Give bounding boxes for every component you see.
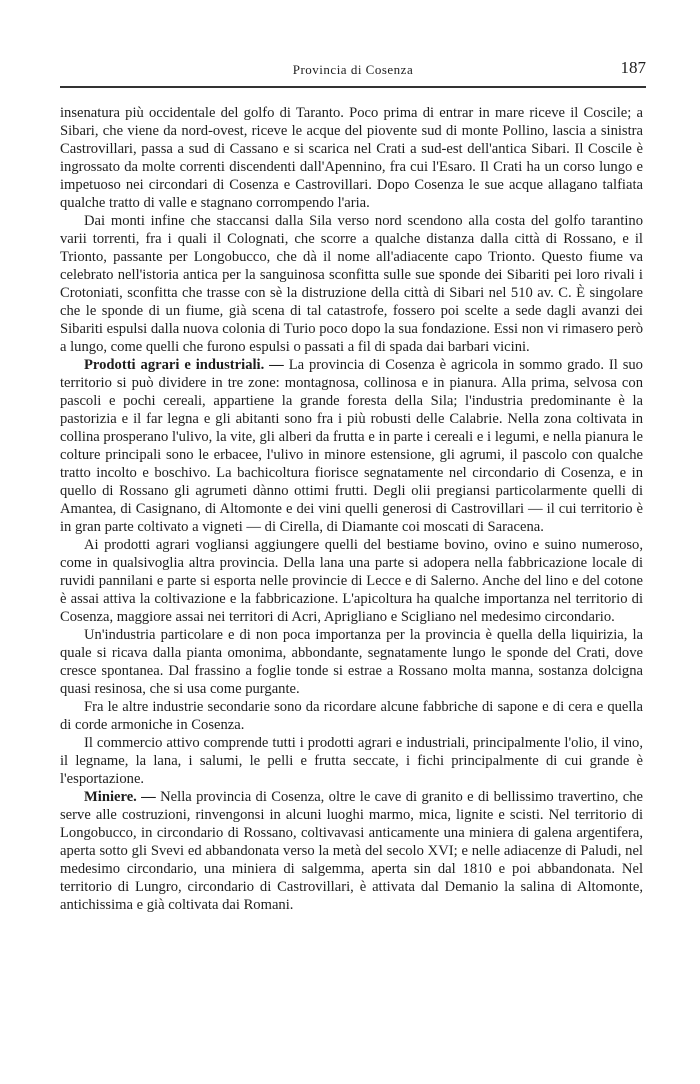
paragraph-8 bbox=[60, 788, 643, 914]
body-text bbox=[60, 104, 643, 914]
paragraph-text: Il commercio attivo comprende tutti i prodotti agrari e industriali, principalmente l'olio, il vino, il legname, la lana, i salumi, le pelli e frutta seccate, i fichi principalmente di cui grande è l'esportazione. bbox=[60, 735, 643, 787]
page-number: 187 bbox=[620, 58, 646, 77]
paragraph-text: Nella provincia di Cosenza, oltre le cave di granito e di bellissimo travertino, che serve alle costruzioni, rinvengonsi in alcuni luoghi marmo, mica, lignite e scisti. Nel territorio di Longobucco, in circondario di Rossano, coltivavasi anticamente una miniera di galena argentifera, aperta sotto gli Svevi ed abbandonata verso la metà del secolo XVI; e nelle adiacenze di Paludi, nel medesimo circondario, una miniera di salgemma, aperta sin dal 1810 e poi abbandonata. Nel territorio di Lungro, circondario di Castrovillari, è attivata dal Demanio la salina di Altomonte, antichissima e già coltivata dai Romani. bbox=[60, 789, 643, 913]
section-heading-prodotti: Prodotti agrari e industriali. — bbox=[84, 357, 284, 373]
section-heading-miniere: Miniere. — bbox=[84, 789, 156, 805]
paragraph-text: Un'industria particolare e di non poca importanza per la provincia è quella della liquirizia, la quale si ricava dalla pianta omonima, abbondante, segnatamente lungo le sponde del Crati, dove cresce spontanea. Dal frassino a foglie tonde si estrae a Rossano molta manna, sostanza dolcigna quasi resinosa, che si usa come purgante. bbox=[60, 627, 643, 697]
paragraph-text: Dai monti infine che staccansi dalla Sila verso nord scendono alla costa del golfo tarantino varii torrenti, fra i quali il Colognati, che scorre a qualche distanza dalla città di Rossano, e il Trionto, passante per Longobucco, che dà il nome all'adiacente capo Trionto. Questo fiume va celebrato nell'istoria antica per la sanguinosa sconfitta sulle sue sponde dei Sibariti pei loro rivali i Crotoniati, sconfitta che trasse con sè la distruzione della città di Sibari nel 510 av. C. È singolare che le sponde di un fiume, già scena di tal catastrofe, fossero poi scelte a sede dagli avanzi dei Sibariti espulsi dalla nuova colonia di Turio poco dopo la sua fondazione. Essi non vi rimasero però a lungo, come quelli che furono espulsi o passati a fil di spada dai barbari vicini. bbox=[60, 213, 643, 355]
running-header bbox=[60, 58, 646, 84]
paragraph-3 bbox=[60, 356, 643, 536]
paragraph-text: Ai prodotti agrari vogliansi aggiungere quelli del bestiame bovino, ovino e suino numeroso, come in qualsivoglia altra provincia. Della lana una parte si adopera nella fabbricazione locale di ruvidi pannilani e parte si esporta nelle provincie di Lecce e di Salerno. Anche del lino e del cotone è assai attiva la coltivazione e la fabbricazione. L'apicoltura ha qualche importanza nel territorio di Cosenza, maggiore assai nei territori di Acri, Aprigliano e Scigliano nel medesimo circondario. bbox=[60, 537, 643, 625]
paragraph-4 bbox=[60, 536, 643, 626]
paragraph-text: insenatura più occidentale del golfo di Taranto. Poco prima di entrar in mare riceve il Coscile; a Sibari, che viene da nord-ovest, riceve le acque del piovente sud di monte Pollino, lascia a sinistra Castrovillari, passa a sud di Cassano e si scarica nel Crati a sud-est dell'antica Sibari. Il Coscile è ingrossato da molte correnti discendenti dall'Apennino, fra cui l'Esaro. Il Crati ha un corso lungo e impetuoso nei circondari di Cosenza e Castrovillari. Dopo Cosenza le sue acque allagano talfiata qualche tratto di valle e stagnano corrompendo l'aria. bbox=[60, 105, 643, 211]
paragraph-text: Fra le altre industrie secondarie sono da ricordare alcune fabbriche di sapone e di cera e quella di corde armoniche in Cosenza. bbox=[60, 699, 643, 733]
paragraph-1 bbox=[60, 104, 643, 212]
paragraph-2 bbox=[60, 212, 643, 356]
running-title: Provincia di Cosenza bbox=[292, 62, 414, 77]
paragraph-6 bbox=[60, 698, 643, 734]
header-rule bbox=[60, 86, 646, 88]
paragraph-text: La provincia di Cosenza è agricola in sommo grado. Il suo territorio si può dividere in tre zone: montagnosa, collinosa e in pianura. Alla prima, selvosa con pascoli e pochi cereali, appartiene la grande foresta della Sila; l'industria predominante è la pastorizia e il far legna e gli abitanti sono fra i più robusti delle Calabrie. Nella zona coltivata in collina prosperano l'ulivo, la vite, gli alberi da frutta e in parte i cereali e i legumi, e nella pianura le colture principali sono le erbacee, l'ulivo in minore estensione, gli agrumi, il pascolo con qualche tratto incolto e boschivo. La bachicoltura fiorisce segnatamente nel circondario di Cosenza, e in quello di Rossano gli agrumeti dànno ottimi frutti. Degli olii pregiansi particolarmente quelli di Amantea, di Casignano, di Altomonte e dei vini quelli generosi di Castrovillari — il cui territorio è in gran parte coltivato a vigneti — di Cirella, di Diamante coi moscati di Saracena. bbox=[60, 357, 643, 535]
paragraph-7 bbox=[60, 734, 643, 788]
paragraph-5 bbox=[60, 626, 643, 698]
